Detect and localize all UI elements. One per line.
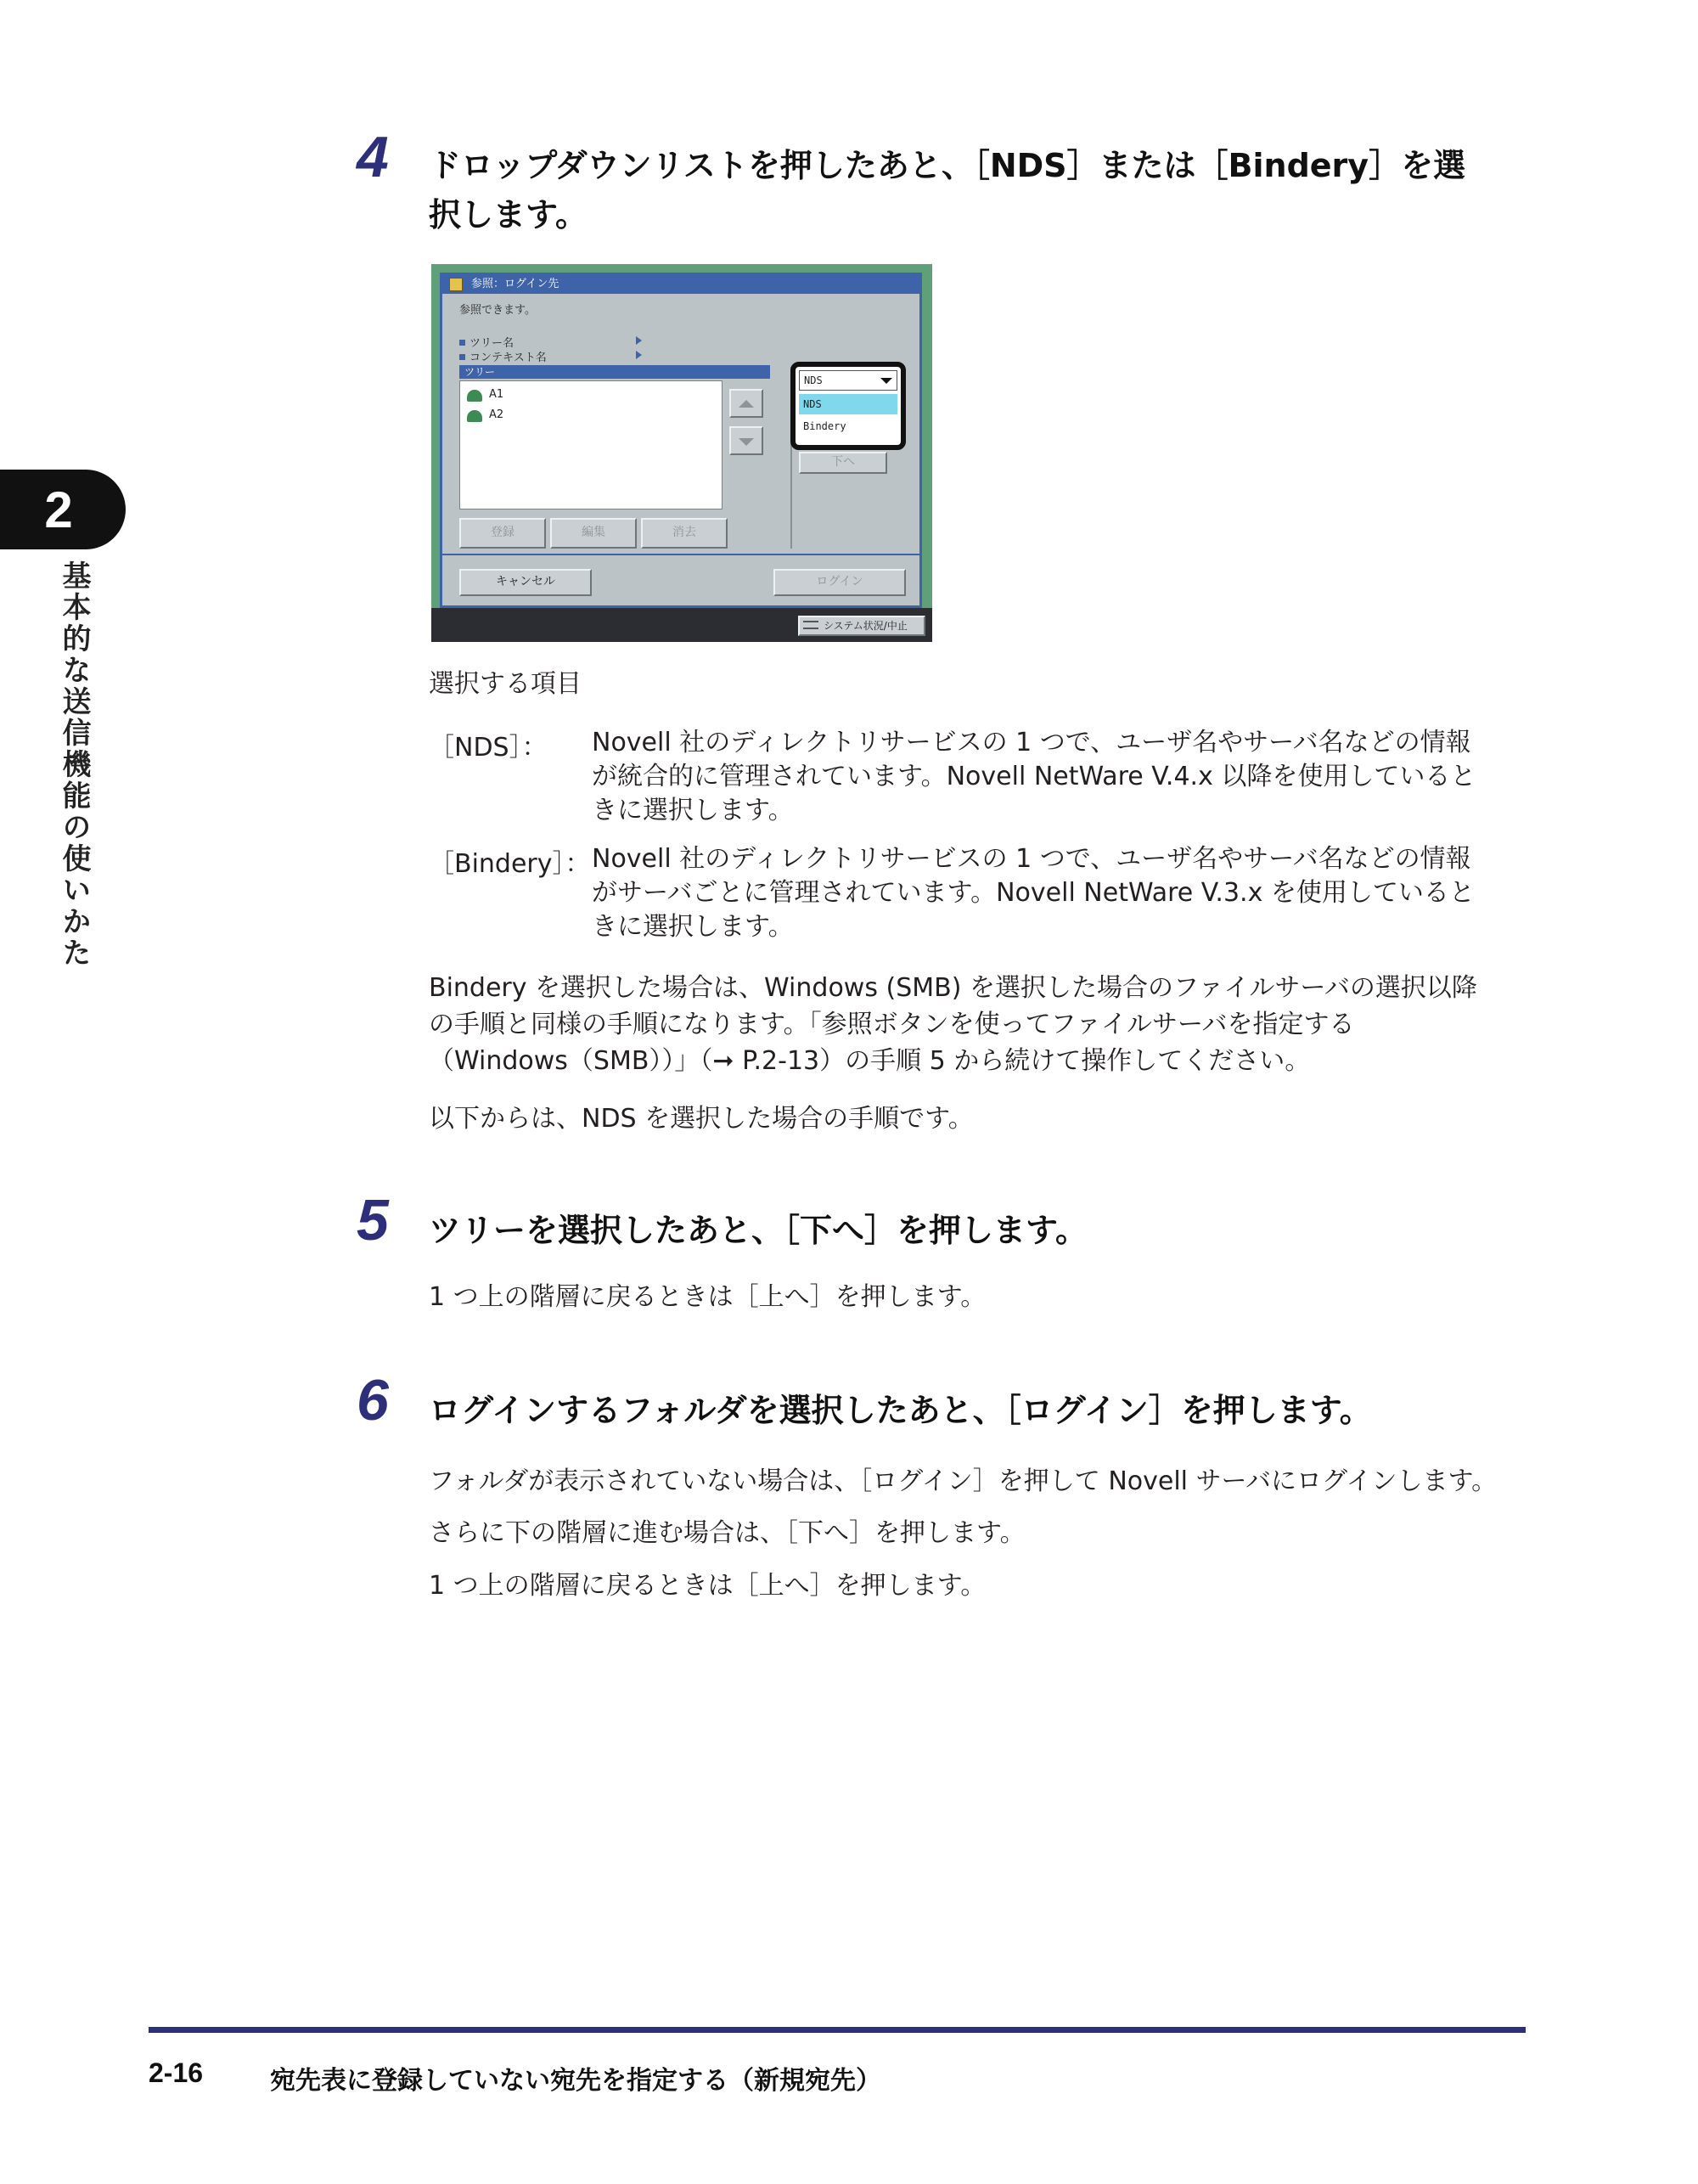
cancel-button[interactable]: キャンセル [459, 569, 592, 596]
dropdown-option-nds[interactable]: NDS [799, 394, 897, 414]
tree-name-label: ツリー名 [469, 337, 514, 350]
page-number: 2-16 [149, 2057, 204, 2088]
definition-bindery [592, 842, 1521, 944]
definition-nds-line: が統合的に管理されています。Novell NetWare V.4.x 以降を使用していると [592, 762, 1476, 791]
paragraph-line: （Windows（SMB））」（➞ P.2-13）の手順 5 から続けて操作してください。 [429, 1046, 1311, 1076]
scroll-down-button[interactable] [729, 426, 763, 455]
dropdown-selected-value[interactable]: NDS [799, 370, 897, 391]
footer-section-title: 宛先表に登録していない宛先を指定する（新規宛先） [270, 2066, 881, 2096]
items-heading: 選択する項目 [429, 669, 582, 699]
divider [442, 554, 919, 555]
browse-dialog [440, 273, 922, 608]
down-button[interactable]: 下へ [799, 452, 887, 474]
step-5-number: 5 [357, 1188, 389, 1252]
delete-button[interactable]: 消去 [641, 518, 728, 549]
tree-item-a1[interactable]: A1 [489, 388, 504, 401]
step-5-title: ツリーを選択したあと、［下へ］を押します。 [429, 1212, 1088, 1249]
scroll-up-button[interactable] [729, 389, 763, 418]
system-status-icon [803, 621, 818, 629]
edit-button[interactable]: 編集 [550, 518, 637, 549]
step-4-title [429, 141, 1532, 239]
tree-list-header: ツリー [459, 365, 770, 379]
step-6-note-3: 1 つ上の階層に戻るときは［上へ］を押します。 [429, 1571, 987, 1601]
step-4-title-line2: 択します。 [429, 196, 588, 234]
chapter-title: 基本的な送信機能の使いかた [57, 560, 91, 969]
login-destination-screenshot [431, 264, 932, 642]
arrow-right-icon [636, 351, 642, 359]
definition-bindery-line: きに選択します。 [592, 912, 794, 942]
folder-icon [449, 278, 463, 291]
tree-icon [467, 390, 482, 402]
bindery-note-paragraph [429, 970, 1532, 1079]
chapter-number-tab: 2 [0, 470, 126, 549]
dropdown-option-bindery[interactable]: Bindery [803, 420, 846, 432]
tree-icon [467, 410, 482, 422]
step-6-note-2: さらに下の階層に進む場合は、［下へ］を押します。 [429, 1518, 1026, 1548]
definition-bindery-line: がサーバごとに管理されています。Novell NetWare V.3.x を使用していると [592, 878, 1475, 908]
definition-nds-line: きに選択します。 [592, 796, 794, 825]
step-5-note: 1 つ上の階層に戻るときは［上へ］を押します。 [429, 1282, 987, 1312]
step-6-number: 6 [357, 1368, 389, 1433]
down-arrow-icon [739, 438, 754, 446]
paragraph-line: の手順と同様の手順になります。「参照ボタンを使ってファイルサーバを指定する [429, 1010, 1355, 1039]
step-4-title-line1: ドロップダウンリストを押したあと、［NDS］または［Bindery］を選 [429, 147, 1466, 184]
nds-bindery-dropdown[interactable] [790, 362, 906, 450]
tree-list[interactable] [459, 380, 722, 509]
step-6-note-1: フォルダが表示されていない場合は、［ログイン］を押して Novell サーバにログインします。 [429, 1466, 1498, 1496]
arrow-right-icon [636, 336, 642, 345]
bullet-icon [459, 354, 465, 360]
definition-nds-line: Novell 社のディレクトリサービスの 1 つで、ユーザ名やサーバ名などの情報 [592, 728, 1471, 757]
term-nds: ［NDS］： [429, 733, 548, 763]
register-button[interactable]: 登録 [459, 518, 546, 549]
footer-rule [149, 2027, 1526, 2033]
definition-nds [592, 726, 1521, 828]
chevron-down-icon [880, 378, 892, 384]
login-button[interactable]: ログイン [773, 569, 906, 596]
up-arrow-icon [739, 400, 754, 408]
tree-item-a2[interactable]: A2 [489, 408, 504, 421]
context-name-label: コンテキスト名 [469, 352, 547, 364]
definition-bindery-line: Novell 社のディレクトリサービスの 1 つで、ユーザ名やサーバ名などの情報 [592, 844, 1471, 874]
bullet-icon [459, 340, 465, 346]
dialog-titlebar: 参照：ログイン先 [442, 275, 919, 294]
dialog-message: 参照できます。 [459, 304, 536, 317]
step-6-title: ログインするフォルダを選択したあと、［ログイン］を押します。 [429, 1392, 1372, 1429]
step-4-number: 4 [357, 125, 389, 189]
system-status-button[interactable]: システム状況/中止 [798, 616, 925, 636]
paragraph-line: Bindery を選択した場合は、Windows (SMB) を選択した場合のファイルサーバの選択以降 [429, 973, 1477, 1003]
term-bindery: ［Bindery］： [429, 849, 591, 879]
nds-intro-text: 以下からは、NDS を選択した場合の手順です。 [429, 1104, 974, 1134]
